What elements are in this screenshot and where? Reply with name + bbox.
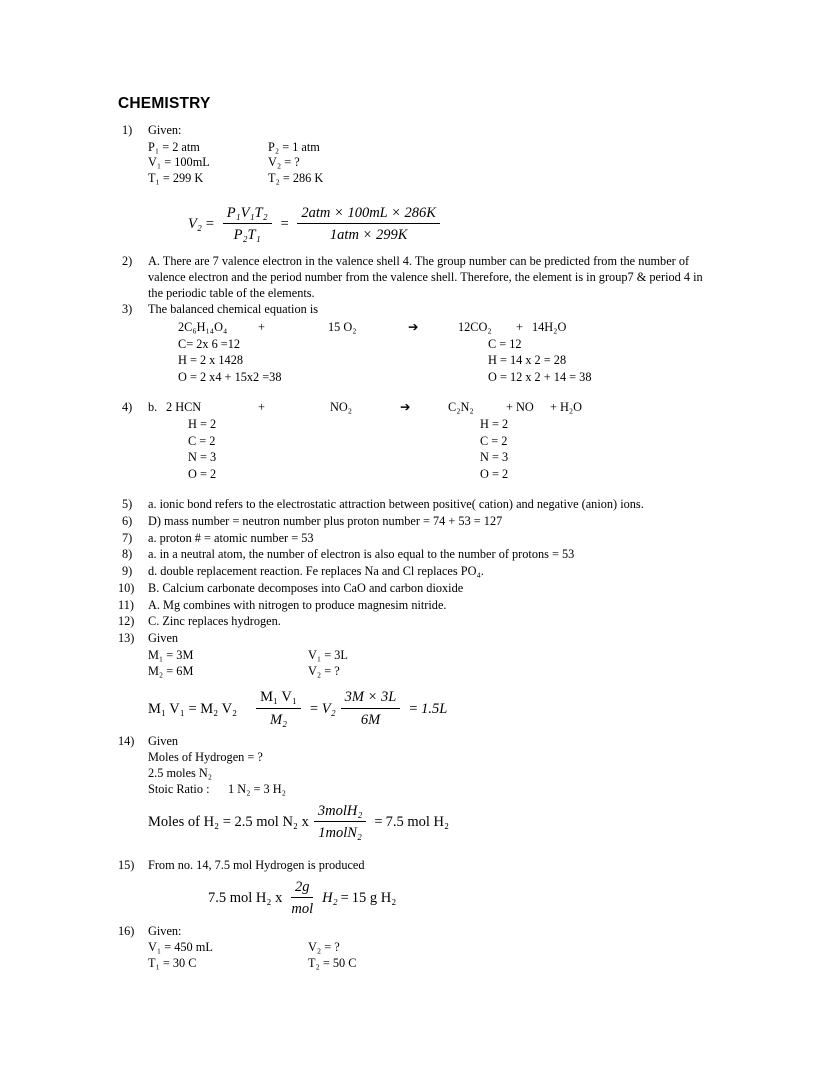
product: + H₂O (550, 400, 583, 415)
balance-cell: C= 2x 6 =12 (178, 336, 241, 351)
list-item (118, 123, 718, 253)
item-number: 6) (122, 513, 133, 528)
item-text: B. Calcium carbonate decomposes into CaO and carbon dioxide (148, 580, 464, 595)
balance-cell: O = 2 x4 + 15x2 =38 (178, 369, 282, 384)
list-item (118, 547, 718, 563)
page-title: CHEMISTRY (118, 95, 211, 112)
equation-result: 15 g H₂ (351, 889, 397, 906)
item-number: 5) (122, 497, 133, 512)
table-row (148, 956, 718, 972)
fraction (256, 688, 301, 729)
list-item (118, 531, 718, 547)
fraction-numerator: 2g (291, 878, 314, 899)
balance-cell: O = 2 (188, 466, 217, 481)
item-number: 10) (118, 580, 135, 595)
chemical-equation (148, 320, 718, 336)
given-cell: M₂ = 6M (148, 663, 194, 678)
product: 14H₂O (532, 319, 567, 334)
balance-cell: H = 2 (480, 417, 509, 432)
equals-sign: = (340, 889, 349, 906)
item-number: 12) (118, 614, 135, 629)
fraction-denominator: 1atm × 299K (329, 227, 408, 244)
reactant: 2 HCN (166, 400, 202, 415)
equals-sign: = (204, 216, 215, 233)
product: + NO (506, 400, 534, 415)
fraction-numerator: 3M × 3L (341, 688, 401, 709)
balance-cell: O = 2 (480, 466, 509, 481)
list-item (118, 564, 718, 580)
table-row (148, 940, 718, 956)
given-cell: P₂ = 1 atm (268, 139, 320, 154)
fraction (314, 802, 367, 843)
balance-cell: N = 3 (188, 450, 217, 465)
item-label: Given (148, 631, 179, 646)
given-cell: T₂ = 286 K (268, 171, 324, 186)
balance-cell: C = 2 (480, 433, 508, 448)
reactant: NO₂ (330, 400, 353, 415)
item-number: 4) (122, 400, 133, 415)
equation-lhs: V₂ (188, 216, 202, 233)
list-item (118, 497, 718, 513)
table-row (148, 664, 718, 680)
balance-cell: O = 12 x 2 + 14 = 38 (488, 369, 592, 384)
given-cell: V₁ = 3L (308, 647, 348, 662)
given-cell: M₁ = 3M (148, 647, 194, 662)
given-cell: V₂ = ? (308, 940, 340, 955)
fraction-numerator: P₁V₁T₂ (223, 204, 272, 225)
table-row (148, 466, 718, 482)
item-line: Moles of Hydrogen = ? (148, 750, 263, 765)
balance-cell: C = 12 (488, 336, 522, 351)
table-row (148, 140, 718, 156)
item-line: 2.5 moles N₂ (148, 766, 213, 781)
item-text: d. double replacement reaction. Fe replaces Na and Cl replaces PO₄. (148, 564, 484, 579)
given-cell: V₂ = ? (308, 663, 340, 678)
equation-moles (148, 802, 718, 843)
fraction (297, 204, 440, 245)
item-text: a. proton # = atomic number = 53 (148, 530, 314, 545)
item-text: A. There are 7 valence electron in the valence shell 4. The group number can be predicted from the number of valence electron and the period number from the valence shell. Therefore, the element is in group7 & period 4 in the periodic table of the elements. (148, 254, 703, 300)
given-cell: T₁ = 30 C (148, 956, 197, 971)
item-number: 14) (118, 734, 135, 749)
table-row (148, 369, 718, 385)
plus-sign: + (258, 400, 265, 415)
fraction-numerator: 3molH₂ (314, 802, 367, 823)
item-label: Given: (148, 123, 182, 137)
table-row (148, 449, 718, 465)
equation-mass (208, 878, 718, 919)
balance-cell: N = 3 (480, 450, 509, 465)
table-row (148, 648, 718, 664)
fraction-numerator: M₁ V₁ (256, 688, 301, 709)
product: C₂N₂ (448, 400, 474, 415)
item-number: 7) (122, 530, 133, 545)
item-number: 1) (122, 123, 133, 137)
list-item (118, 631, 718, 733)
list-item (118, 514, 718, 530)
list-item (118, 598, 718, 614)
plus-sign: + (516, 319, 523, 334)
given-cell: V₂ = ? (268, 155, 300, 170)
ratio-label: Stoic Ratio : (148, 782, 210, 797)
list-item (118, 614, 718, 630)
list-item (118, 858, 718, 923)
equation-rhs: V₂ (321, 700, 336, 717)
equals-sign: = (308, 700, 319, 717)
reactant: 2C₆H₁₄O₄ (178, 319, 228, 334)
list-item (118, 734, 718, 857)
equals-sign: = (374, 814, 383, 831)
item-number: 2) (122, 254, 133, 269)
item-number: 15) (118, 857, 135, 872)
item-number: 11) (118, 597, 134, 612)
item-label: Given (148, 734, 179, 749)
option-prefix: b. (148, 400, 158, 415)
equation-lhs: 7.5 mol H₂ x (208, 889, 283, 906)
chemical-equation (148, 400, 718, 416)
table-row (148, 416, 718, 432)
given-cell: T₁ = 299 K (148, 171, 204, 186)
table-row (148, 433, 718, 449)
stoic-ratio-row (148, 782, 718, 798)
equation-result: 7.5 mol H₂ (385, 814, 450, 831)
fraction-denominator: 6M (360, 711, 381, 728)
item-text: D) mass number = neutron number plus proton number = 74 + 53 = 127 (148, 513, 503, 528)
item-number: 8) (122, 547, 133, 562)
document-body (118, 95, 718, 973)
item-number: 9) (122, 564, 133, 579)
item-text: a. in a neutral atom, the number of electron is also equal to the number of protons = 53 (148, 547, 575, 562)
list-item (118, 581, 718, 597)
arrow-icon: ➔ (408, 319, 419, 334)
item-text: C. Zinc replaces hydrogen. (148, 614, 281, 629)
item-number: 16) (118, 923, 135, 938)
fraction-denominator: P₂T₁ (233, 227, 261, 244)
item-text: The balanced chemical equation is (148, 302, 319, 317)
equation-lhs: Moles of H₂ = 2.5 mol N₂ x (148, 814, 309, 831)
item-label: Given: (148, 923, 182, 938)
item-number: 13) (118, 631, 135, 646)
given-table (148, 648, 718, 679)
list-item (118, 302, 718, 399)
arrow-icon: ➔ (400, 400, 411, 415)
ratio-value: 1 N₂ = 3 H₂ (228, 782, 286, 797)
table-row (148, 155, 718, 171)
balance-cell: H = 14 x 2 = 28 (488, 353, 567, 368)
item-text: From no. 14, 7.5 mol Hydrogen is produced (148, 857, 365, 872)
equation-lhs: M₁ V₁ = M₂ V₂ (148, 700, 238, 717)
fraction-numerator: 2atm × 100mL × 286K (297, 204, 440, 225)
balance-cell: H = 2 x 1428 (178, 353, 244, 368)
item-text: a. ionic bond refers to the electrostatic attraction between positive( cation) and negative (anion) ions. (148, 497, 644, 512)
equation-mid: H₂ (322, 889, 338, 906)
equals-sign: = (408, 700, 419, 717)
product: 12CO₂ (458, 319, 492, 334)
fraction (287, 878, 317, 919)
fraction-denominator: mol (291, 901, 314, 918)
list-item (118, 924, 718, 972)
table-row (148, 336, 718, 352)
fraction (223, 204, 272, 245)
given-cell: V₁ = 450 mL (148, 940, 213, 955)
table-row (148, 352, 718, 368)
equation-result: 1.5L (421, 700, 448, 717)
list-item (118, 400, 718, 496)
plus-sign: + (258, 319, 265, 334)
given-cell: P₁ = 2 atm (148, 139, 200, 154)
given-cell: V₁ = 100mL (148, 155, 210, 170)
table-row (148, 171, 718, 187)
balance-cell: H = 2 (188, 417, 217, 432)
given-table (148, 140, 718, 187)
equation-v2 (188, 204, 718, 245)
given-table (148, 940, 718, 971)
fraction (341, 688, 401, 729)
equals-sign: = (279, 216, 290, 233)
given-cell: T₂ = 50 C (308, 956, 357, 971)
reactant: 15 O₂ (328, 319, 357, 334)
fraction-denominator: M₂ (269, 711, 288, 728)
item-number: 3) (122, 302, 133, 317)
list-item (118, 254, 718, 301)
balance-cell: C = 2 (188, 433, 216, 448)
fraction-denominator: 1molN₂ (318, 825, 362, 842)
equation-molarity (148, 688, 718, 729)
item-text: A. Mg combines with nitrogen to produce magnesim nitride. (148, 597, 447, 612)
